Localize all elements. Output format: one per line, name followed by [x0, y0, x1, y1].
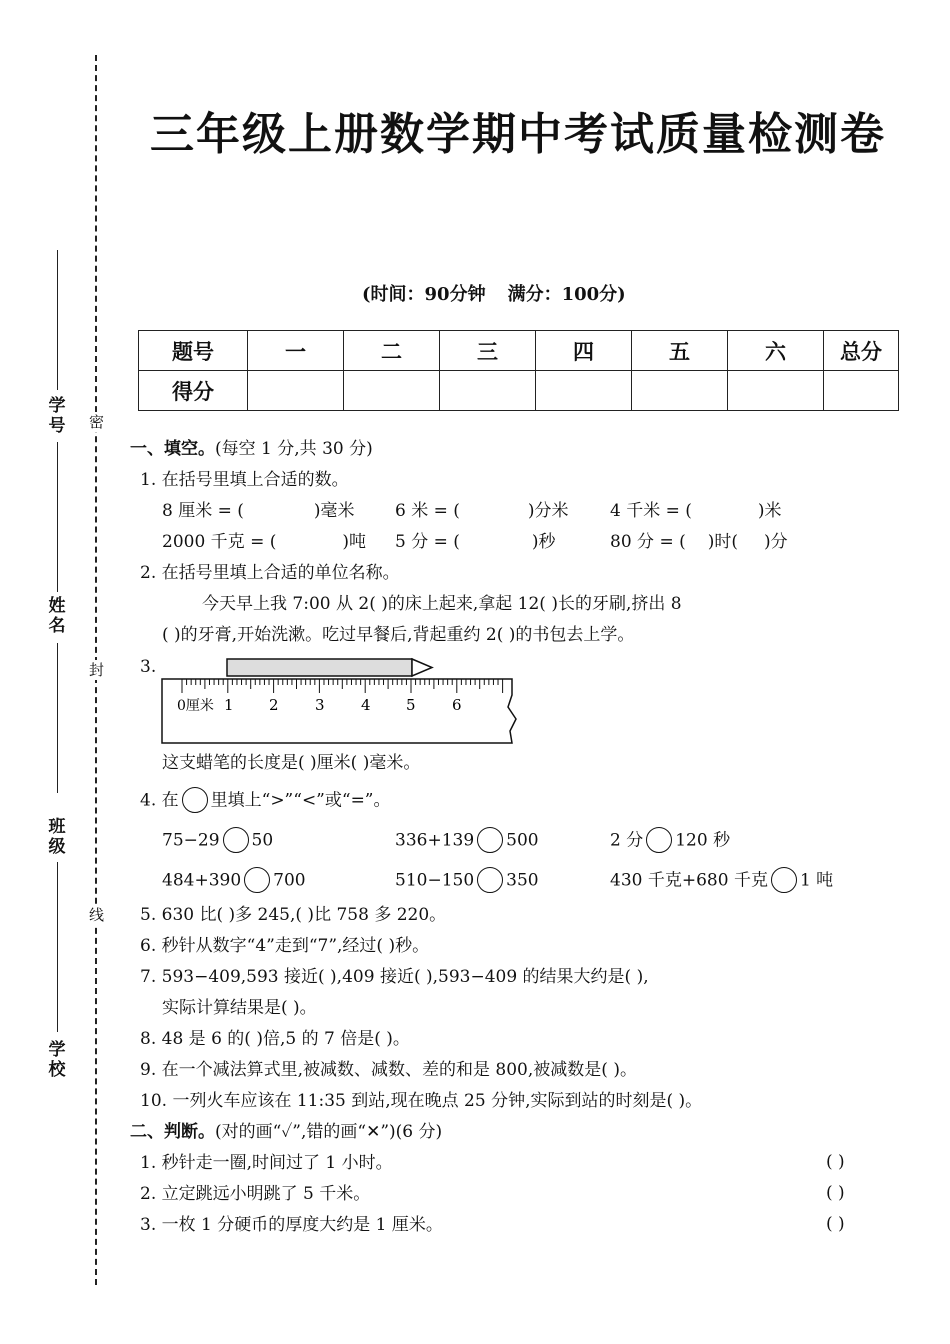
ruler-svg	[160, 655, 520, 747]
seal-char-mi: 密	[89, 413, 105, 431]
q4-r1-c3: 2 分 120 秒	[610, 828, 730, 854]
compare-circle[interactable]	[646, 827, 672, 853]
ruler-tick-label: 5	[406, 696, 416, 714]
q3-answer: 这支蜡笔的长度是( )厘米( )毫米。	[162, 753, 421, 773]
section1-heading	[130, 438, 373, 460]
section2-heading	[130, 1121, 442, 1143]
q2-line2: ( )的牙膏,开始洗漱。吃过早餐后,背起重约 2( )的书包去上学。	[162, 625, 635, 645]
judge-item: 1. 秒针走一圈,时间过了 1 小时。	[140, 1153, 393, 1173]
q2-line1: 今天早上我 7:00 从 2( )的床上起来,拿起 12( )长的牙刷,挤出 8	[202, 594, 682, 614]
class-label: 班级	[48, 817, 66, 857]
seal-char-xian: 线	[89, 906, 105, 924]
score-table-score-row	[139, 371, 899, 411]
q3-number: 3.	[140, 657, 157, 677]
q4-r2-c3: 430 千克+680 千克 1 吨	[610, 868, 833, 894]
score-table	[138, 330, 899, 411]
q4-r1-c1: 75−29 50	[162, 828, 273, 854]
header-cell: 三	[440, 331, 536, 371]
header-cell: 题号	[139, 331, 248, 371]
compare-circle-icon	[182, 787, 208, 813]
q1-a3: 4 千米 = ( )米	[610, 501, 782, 521]
q1-b2: 5 分 = ( )秒	[395, 532, 556, 552]
compare-circle[interactable]	[477, 827, 503, 853]
q7-line2: 实际计算结果是( )。	[162, 998, 317, 1018]
score-table-header-row	[139, 331, 899, 371]
q10: 10. 一列火车应该在 11:35 到站,现在晚点 25 分钟,实际到站的时刻是( )。	[140, 1091, 703, 1111]
header-cell: 五	[632, 331, 728, 371]
header-cell: 总分	[824, 331, 899, 371]
header-cell: 一	[248, 331, 344, 371]
compare-circle[interactable]	[223, 827, 249, 853]
q4-stem: 4. 在 里填上“>”“<”或“=”。	[140, 788, 391, 814]
crayon-tip	[412, 659, 432, 676]
student-id-label: 学号	[48, 396, 66, 436]
q1-a1: 8 厘米 = ( )毫米	[162, 501, 355, 521]
q1-b1: 2000 千克 = ( )吨	[162, 532, 366, 552]
judge-answer-bracket[interactable]: ( )	[826, 1183, 845, 1203]
section2-note: (对的画“✓”,错的画“✕”)(6 分)	[215, 1122, 443, 1142]
q4-r2-c1: 484+390 700	[162, 868, 306, 894]
header-cell: 二	[344, 331, 440, 371]
q6: 6. 秒针从数字“4”走到“7”,经过( )秒。	[140, 936, 430, 956]
score-cell[interactable]	[344, 371, 440, 411]
ruler-tick-label: 4	[361, 696, 371, 714]
name-line	[57, 643, 58, 793]
ruler-figure	[160, 655, 520, 751]
section1-note: (每空 1 分,共 30 分)	[215, 439, 373, 459]
ruler-tick-label: 2	[269, 696, 279, 714]
exam-subtitle	[362, 280, 648, 306]
class-line	[57, 862, 58, 1032]
ruler-tick-label: 1	[224, 696, 234, 714]
section2-title: 二、判断。	[130, 1122, 215, 1142]
q4-r1-c2: 336+139 500	[395, 828, 539, 854]
name-line-top	[57, 442, 58, 592]
q4-r2-c2: 510−150 350	[395, 868, 539, 894]
section1-title: 一、填空。	[130, 439, 215, 459]
q7-line1: 7. 593−409,593 接近( ),409 接近( ),593−409 的结果大约是( ),	[140, 967, 649, 987]
student-id-line	[57, 250, 58, 390]
score-row-label: 得分	[139, 371, 248, 411]
score-cell[interactable]	[824, 371, 899, 411]
score-cell[interactable]	[248, 371, 344, 411]
judge-item: 2. 立定跳远小明跳了 5 千米。	[140, 1184, 371, 1204]
q5: 5. 630 比( )多 245,( )比 758 多 220。	[140, 905, 447, 925]
header-cell: 六	[728, 331, 824, 371]
compare-circle[interactable]	[244, 867, 270, 893]
q8: 8. 48 是 6 的( )倍,5 的 7 倍是( )。	[140, 1029, 410, 1049]
score-cell[interactable]	[440, 371, 536, 411]
score-cell[interactable]	[632, 371, 728, 411]
compare-circle[interactable]	[477, 867, 503, 893]
ruler-body	[162, 679, 516, 743]
judge-answer-bracket[interactable]: ( )	[826, 1152, 845, 1172]
q1-b3: 80 分 = ( )时( )分	[610, 532, 788, 552]
ruler-unit-label: 0厘米	[177, 698, 214, 714]
judge-answer-bracket[interactable]: ( )	[826, 1214, 845, 1234]
school-label: 学校	[48, 1040, 66, 1080]
q1-stem: 1. 在括号里填上合适的数。	[140, 470, 349, 490]
judge-item: 3. 一枚 1 分硬币的厚度大约是 1 厘米。	[140, 1215, 443, 1235]
q2-stem: 2. 在括号里填上合适的单位名称。	[140, 563, 400, 583]
ruler-tick-label: 6	[452, 696, 462, 714]
header-cell: 四	[536, 331, 632, 371]
score-cell[interactable]	[536, 371, 632, 411]
exam-title: 三年级上册数学期中考试质量检测卷	[150, 109, 886, 160]
ruler-tick-label: 3	[315, 696, 325, 714]
name-label: 姓名	[48, 596, 66, 636]
full-score: 满分：100分)	[507, 284, 626, 305]
seal-char-feng: 封	[89, 661, 105, 679]
crayon-body	[227, 659, 412, 676]
time-limit: (时间：90分钟	[362, 284, 486, 305]
compare-circle[interactable]	[771, 867, 797, 893]
q9: 9. 在一个减法算式里,被减数、减数、差的和是 800,被减数是( )。	[140, 1060, 637, 1080]
score-cell[interactable]	[728, 371, 824, 411]
q1-a2: 6 米 = ( )分米	[395, 501, 569, 521]
